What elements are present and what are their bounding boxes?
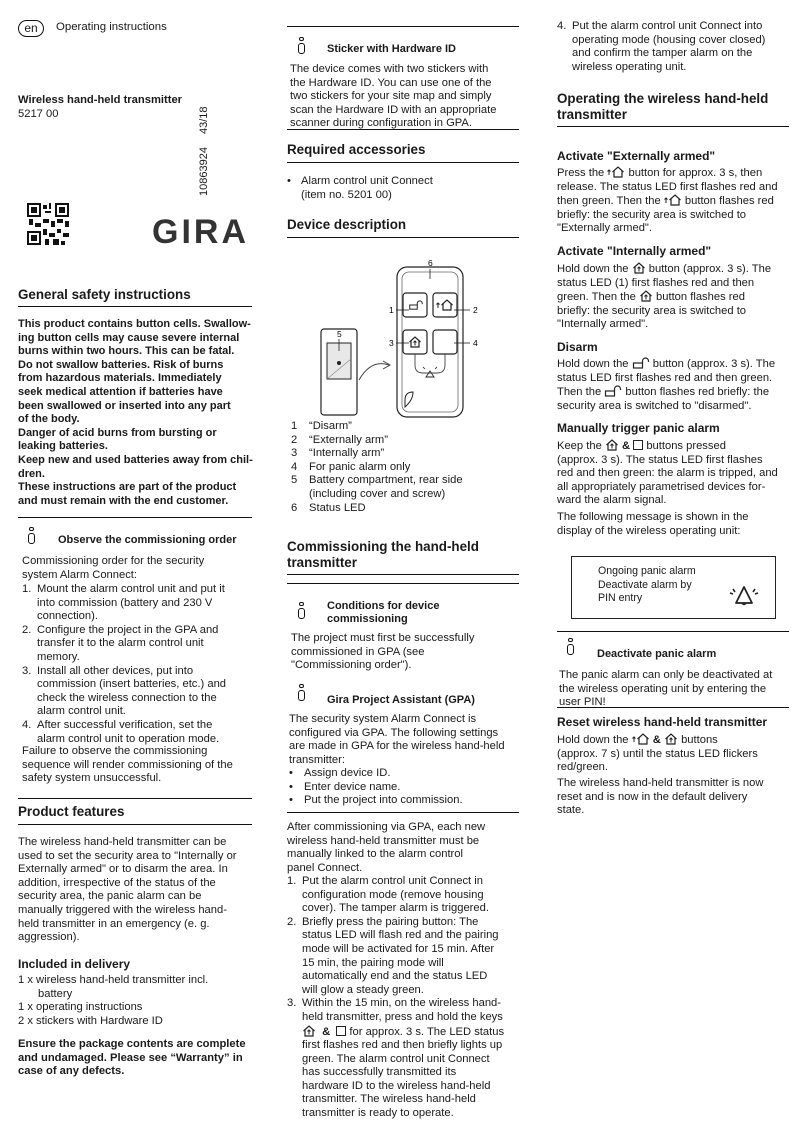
step-line: automatically end and the status LED — [302, 970, 488, 983]
text-line: "Commissioning order"). — [291, 659, 412, 672]
text-line: The project must first be successfully — [291, 632, 475, 644]
text-line: safety system unsuccessful. — [22, 772, 162, 785]
panic-message-intro — [557, 511, 792, 538]
step-number: 1. — [287, 875, 297, 887]
commissioning-note-title: Observe the commissioning order — [58, 534, 237, 546]
pairing-step-4 — [557, 20, 789, 74]
step-line: status LED will flash red and the pairing — [302, 929, 499, 942]
gpa-title: Gira Project Assistant (GPA) — [327, 694, 475, 706]
title-line: transmitter — [557, 107, 627, 122]
text-line: The security system Alarm Connect is — [289, 713, 477, 725]
safety-line: These instructions are part of the product — [18, 481, 237, 494]
safety-line: burns within two hours. This can be fatal. — [18, 345, 235, 358]
features-line: held transmitter in an emergency (e. g. — [18, 917, 210, 930]
delivery-text: wireless hand-held transmitter incl. — [36, 974, 209, 986]
callout-5: 5 — [337, 329, 342, 339]
info-icon — [566, 638, 575, 654]
text-line: are made in GPA for the wireless hand-held — [289, 740, 505, 753]
step-line: Configure the project in the GPA and — [37, 623, 219, 636]
features-line: used to set the security area to "Internally or — [18, 849, 237, 862]
gpa-bullet — [289, 781, 521, 795]
text-line: red/green. — [557, 761, 608, 774]
step-number: 2. — [287, 915, 297, 928]
step-line: Install all other devices, put into — [37, 664, 194, 677]
text-line: reset and is now in the default delivery — [557, 790, 748, 803]
features-text — [18, 836, 254, 945]
display-line: Ongoing panic alarm — [598, 565, 696, 577]
safety-line: and must remain with the end customer. — [18, 494, 229, 507]
display-panel — [571, 556, 776, 619]
brand-logo: GIRA — [152, 213, 249, 251]
safety-line: leaking batteries. — [18, 440, 108, 453]
text-line: The following message is shown in the — [557, 511, 749, 523]
pairing-step — [557, 20, 789, 74]
text-line: (approx. 3 s). The status LED first flashes — [557, 453, 763, 466]
title-line: Conditions for device — [327, 600, 440, 612]
qr-code-icon — [27, 203, 69, 245]
delivery-item — [18, 974, 252, 1001]
step-line: Status LED — [309, 501, 366, 514]
text-line: commissioned in GPA (see — [291, 645, 425, 658]
transmitter-keyring — [405, 392, 413, 407]
step-line: and confirm the tamper alarm on the — [572, 47, 753, 60]
step-line: Put the alarm control unit Connect in — [302, 875, 483, 887]
text-line: system Alarm Connect: — [22, 568, 138, 581]
text-line: Failure to observe the commissioning — [22, 745, 208, 757]
disarm-text: Hold down the button (approx. 3 s). The status LED first flashes red and then green. Then the button flashes red briefly: the security area is switched to "disarmed". — [557, 358, 776, 412]
text-line: has successfully transmitted its — [302, 1066, 457, 1079]
step-number: • — [289, 794, 293, 807]
step3-rest — [302, 1039, 524, 1121]
callout-6: 6 — [428, 258, 433, 268]
step-line: Within the 15 min, on the wireless hand- — [302, 997, 501, 1010]
device-legend — [287, 420, 519, 515]
pairing-step — [287, 875, 521, 916]
text-line: wireless hand-held transmitter must be — [287, 834, 480, 847]
ext-armed-title: Activate "Externally armed" — [557, 149, 716, 163]
doc-code-number: 10863924 — [198, 147, 210, 196]
house-external-icon — [607, 166, 625, 178]
step-number: 4 — [291, 460, 298, 473]
step-line: Enter device name. — [304, 780, 401, 793]
pairing-step — [287, 916, 521, 998]
device-title: Device description — [287, 217, 519, 238]
callout-3: 3 — [389, 338, 394, 348]
int-armed-text: Hold down the button (approx. 3 s). The status LED (1) first flashes red and then green. Then the button flashes red briefly: the security area is switched to "Internally armed". — [557, 263, 772, 331]
legend-item — [287, 447, 519, 461]
house-internal-icon — [664, 733, 678, 745]
accessory-line: (item no. 5201 00) — [301, 188, 392, 201]
step-number: 3. — [287, 997, 297, 1010]
step-line: configuration mode (remove housing — [302, 888, 484, 901]
commissioning-failure-note — [22, 745, 254, 786]
accessories-item — [287, 175, 519, 202]
text-line: transmitter is ready to operate. — [302, 1106, 454, 1119]
callout-1: 1 — [389, 305, 394, 315]
conditions-title — [327, 600, 439, 626]
house-internal-icon — [605, 439, 619, 451]
product-number: 5217 00 — [18, 108, 59, 120]
step-line: cover). The tamper alarm is triggered. — [302, 902, 489, 915]
step3-keys-text: for approx. 3 s. The LED status — [349, 1026, 505, 1038]
delivery-text: operating instructions — [36, 1001, 143, 1014]
delivery-title: Included in delivery — [18, 957, 131, 971]
delivery-item — [18, 1001, 252, 1015]
info-icon — [297, 37, 306, 53]
text-line: first flashes red and then briefly lights up — [302, 1039, 503, 1051]
title-line: Commissioning the hand-held — [287, 539, 479, 554]
step-number: • — [289, 780, 293, 793]
step-line: Battery compartment, rear side — [309, 474, 463, 487]
text-line: state. — [557, 804, 585, 817]
reset-text: Hold down the & buttons (approx. 7 s) until the status LED flickers red/green. — [557, 733, 792, 775]
step-line: commission (insert batteries, etc.) and — [37, 678, 227, 691]
document-type: Operating instructions — [56, 21, 167, 33]
display-line: Deactivate alarm by — [598, 578, 692, 591]
sticker-text — [290, 63, 522, 131]
step-number: 3. — [22, 664, 32, 677]
text-line: panel Connect. — [287, 861, 363, 874]
int-armed-title: Activate "Internally armed" — [557, 244, 712, 258]
features-line: The wireless hand-held transmitter can be — [18, 836, 227, 848]
step-line: “Externally arm” — [309, 433, 388, 446]
text-line: hardware ID to the wireless hand-held — [302, 1079, 491, 1092]
info-icon — [297, 684, 306, 700]
info-icon — [297, 602, 306, 618]
sticker-line: the Hardware ID. You can use one of the — [290, 76, 492, 89]
step-number: 1. — [22, 583, 32, 595]
features-line: security area, the panic alarm can be — [18, 890, 202, 903]
text-line: transmitter: — [289, 753, 345, 766]
delivery-note-line: and undamaged. Please see “Warranty” in — [18, 1051, 243, 1064]
commissioning-note-intro — [22, 555, 254, 582]
delivery-quantity: 2 x — [18, 1014, 37, 1027]
legend-item — [287, 474, 519, 501]
display-text — [598, 565, 696, 606]
title-line: Operating the wireless hand-held — [557, 91, 769, 106]
text-line: configured via GPA. The following settings — [289, 726, 499, 739]
safety-line: been swallowed or inserted into any part — [18, 399, 231, 412]
sticker-line: two stickers for your site map and simply — [290, 90, 492, 103]
legend-item — [287, 461, 519, 475]
commissioning-step — [22, 719, 254, 746]
doc-date: 43/18 — [198, 106, 210, 134]
conditions-text — [291, 632, 523, 673]
sticker-line: scanner during configuration in GPA. — [290, 117, 473, 130]
gpa-bullet — [289, 767, 521, 781]
safety-line: from hazardous materials. Immediately — [18, 372, 222, 385]
step-line: For panic alarm only — [309, 460, 411, 473]
title-line: commissioning — [327, 613, 408, 625]
text-line: ward the alarm signal. — [557, 494, 667, 507]
legend-item — [287, 434, 519, 448]
step-line: memory. — [37, 650, 80, 663]
delivery-quantity: 1 x — [18, 1001, 37, 1014]
delivery-note-line: case of any defects. — [18, 1065, 125, 1078]
step-line: held transmitter, press and hold the keys — [302, 1010, 503, 1023]
lock-open-icon — [604, 385, 622, 397]
panic-title: Manually trigger panic alarm — [557, 421, 720, 435]
step-number: 4. — [557, 20, 567, 32]
pairing-steps — [287, 875, 521, 1025]
features-line: addition, irrespective of the status of the — [18, 876, 216, 889]
step3-keys-line — [302, 1025, 522, 1040]
step-line: “Internally arm” — [309, 447, 385, 460]
safety-line: This product contains button cells. Swallow- — [18, 318, 251, 330]
house-external-icon — [632, 733, 650, 745]
sticker-title: Sticker with Hardware ID — [327, 43, 456, 55]
delivery-note — [18, 1038, 254, 1079]
legend-item — [287, 502, 519, 516]
features-line: manually triggered with the wireless hand- — [18, 903, 227, 916]
arrow — [359, 364, 389, 380]
sticker-line: The device comes with two stickers with — [290, 63, 489, 75]
step-line: into commission (battery and 230 V — [37, 596, 213, 609]
legend-item — [287, 420, 519, 434]
button-panic — [433, 330, 457, 354]
safety-line: Do not swallow batteries. Risk of burns — [18, 358, 224, 371]
delivery-text: stickers with Hardware ID — [36, 1014, 163, 1027]
house-internal-icon — [639, 290, 653, 302]
device-diagram — [317, 255, 507, 425]
accessories-title: Required accessories — [287, 142, 519, 163]
reset-done-text — [557, 777, 792, 818]
step-line: alarm control unit. — [37, 705, 126, 718]
house-internal-icon — [302, 1025, 316, 1037]
step-line: check the wireless connection to the — [37, 691, 217, 704]
language-badge: en — [18, 20, 44, 37]
step-line: Put the alarm control unit Connect into — [572, 20, 763, 32]
safety-line: dren. — [18, 467, 45, 480]
step-line: alarm control unit to operation mode. — [37, 732, 220, 745]
text-line: manually linked to the alarm control — [287, 848, 463, 861]
step-line: mode will be activated for 15 min. After — [302, 942, 495, 955]
lock-open-icon — [632, 357, 650, 369]
step-number: 6 — [291, 501, 298, 514]
gpa-bullets — [289, 767, 521, 808]
gpa-bullet — [289, 794, 521, 808]
step-number: • — [289, 767, 293, 779]
text-line: The panic alarm can only be deactivated at — [559, 669, 773, 681]
panic-alarm-icon — [729, 581, 759, 607]
step-line: After successful verification, set the — [37, 718, 213, 731]
button-external — [433, 293, 457, 317]
step-line: 15 min, the pairing mode will — [302, 956, 444, 969]
panic-key-icon — [336, 1026, 346, 1036]
step-number: 5 — [291, 474, 298, 487]
step-line: (including cover and screw) — [309, 487, 446, 500]
commissioning-step — [22, 583, 254, 624]
step-line: Mount the alarm control unit and put it — [37, 583, 225, 595]
step-line: operating mode (housing cover closed) — [572, 33, 766, 46]
sticker-note — [287, 26, 519, 130]
ampersand: & — [322, 1026, 331, 1038]
text-line: green. The alarm control unit Connect — [302, 1052, 490, 1065]
features-line: aggression). — [18, 931, 80, 944]
step-line: wireless operating unit. — [572, 60, 687, 73]
house-external-icon — [664, 194, 682, 206]
text-line: transmitter. The wireless hand-held — [302, 1093, 476, 1106]
safety-line: Danger of acid burns from bursting or — [18, 426, 217, 439]
delivery-quantity: 1 x — [18, 974, 37, 986]
document-code — [198, 106, 212, 196]
gpa-text — [289, 713, 521, 767]
step-number: 2 — [291, 433, 298, 446]
text-line: (approx. 7 s) until the status LED flickers — [557, 747, 758, 760]
features-title: Product features — [18, 798, 252, 825]
safety-line: ing button cells may cause severe internal — [18, 331, 240, 344]
gpa-note — [287, 680, 519, 813]
text-line: display of the wireless operating unit: — [557, 524, 741, 537]
disarm-title: Disarm — [557, 340, 598, 354]
step-number: 2. — [22, 623, 32, 636]
bullet: • — [287, 175, 291, 187]
deactivate-text — [559, 669, 791, 710]
text-line: sequence will render commissioning of the — [22, 758, 233, 771]
commissioning-title — [287, 539, 519, 575]
accessory-line: Alarm control unit Connect — [301, 175, 433, 187]
after-commissioning-text — [287, 821, 521, 875]
safety-text — [18, 318, 258, 508]
title-line: transmitter — [287, 555, 357, 570]
step-line: will glow a steady green. — [302, 983, 424, 996]
delivery-item — [18, 1015, 252, 1029]
delivery-note-line: Ensure the package contents are complete — [18, 1038, 246, 1050]
commissioning-note — [18, 517, 252, 790]
product-name: Wireless hand-held transmitter — [18, 94, 183, 106]
step-line: connection). — [37, 610, 98, 623]
text-line: red and then green: the alarm is tripped, and — [557, 467, 778, 480]
commissioning-step — [22, 624, 254, 665]
step-number: 3 — [291, 447, 298, 460]
text-line: After commissioning via GPA, each new — [287, 821, 486, 833]
features-line: Externally armed" or to disarm the area. In — [18, 863, 228, 876]
sticker-line: scan the Hardware ID with an appropriate — [290, 103, 497, 116]
reset-title: Reset wireless hand-held transmitter — [557, 715, 768, 729]
delivery-text: battery — [38, 987, 73, 1000]
callout-2: 2 — [473, 305, 478, 315]
delivery-list — [18, 974, 252, 1028]
step-line: Assign device ID. — [304, 767, 391, 779]
step-number: 1 — [291, 420, 298, 432]
pairing-step — [287, 997, 521, 1024]
commissioning-step — [22, 665, 254, 719]
callout-4: 4 — [473, 338, 478, 348]
safety-title: General safety instructions — [18, 287, 252, 307]
info-icon — [27, 527, 36, 543]
deactivate-title: Deactivate panic alarm — [597, 648, 717, 660]
step-line: transfer it to the alarm control unit — [37, 637, 204, 650]
text-line: the wireless operating unit by entering the — [559, 682, 767, 695]
safety-line: of the body. — [18, 413, 80, 426]
safety-line: Keep new and used batteries away from chil- — [18, 453, 253, 466]
text-line: user PIN! — [559, 696, 606, 709]
commissioning-order-steps — [22, 583, 254, 746]
step-line: Briefly press the pairing button: The — [302, 915, 479, 928]
display-line: PIN entry — [598, 592, 643, 605]
step-line: Put the project into commission. — [304, 794, 463, 807]
ext-armed-text: Press the button for approx. 3 s, then release. The status LED first flashes red and then green. Then the button flashes red briefly: the security area is switched to "Externally armed". — [557, 167, 778, 235]
house-internal-icon — [632, 262, 646, 274]
panic-key-icon — [633, 440, 643, 450]
operating-title — [557, 91, 789, 127]
step-line: “Disarm” — [309, 420, 352, 432]
conditions-note — [287, 583, 519, 671]
text-line: The wireless hand-held transmitter is now — [557, 777, 764, 789]
safety-line: seek medical attention if batteries have — [18, 385, 223, 398]
step-number: 4. — [22, 718, 32, 731]
text-line: all appropriately parametrised devices for- — [557, 480, 766, 493]
deactivate-note — [557, 631, 789, 708]
text-line: Commissioning order for the security — [22, 555, 205, 567]
panic-text: Keep the & buttons pressed (approx. 3 s). The status LED first flashes red and then green: the alarm is tripped, and all appropriately parametrised devices for- ward the alarm signal. — [557, 439, 792, 508]
